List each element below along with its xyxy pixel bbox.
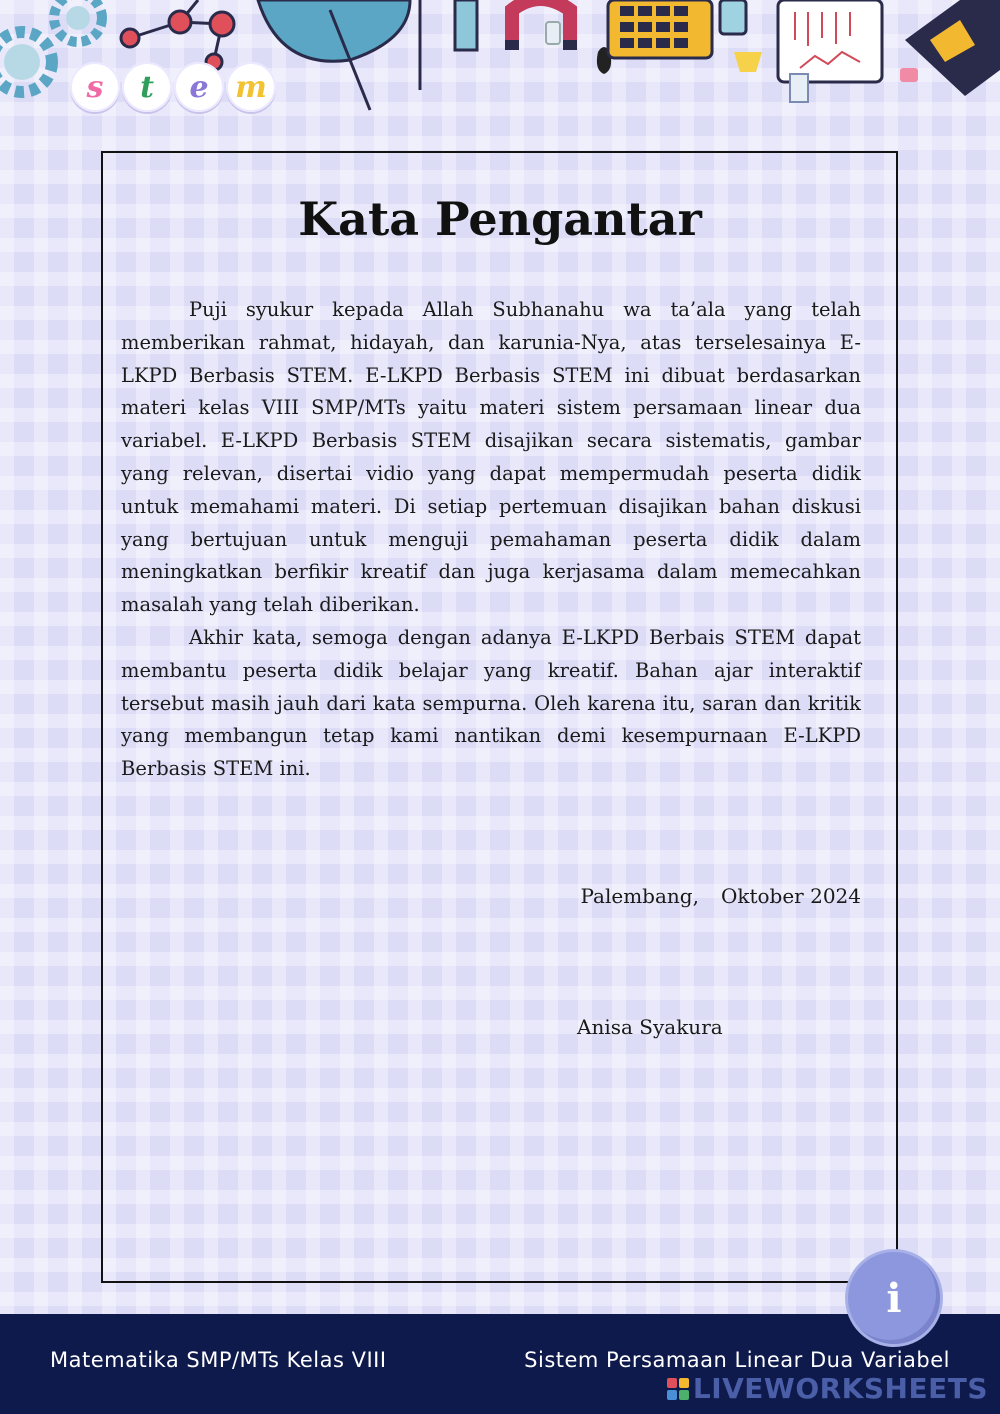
calculator-icon — [608, 0, 712, 58]
test-tube-icon — [720, 0, 762, 72]
molecule-icon — [121, 0, 234, 70]
info-icon: i — [886, 1274, 902, 1322]
stem-badges — [70, 62, 276, 112]
magnet-icon — [512, 0, 570, 50]
stem-badge-t: t — [122, 62, 172, 112]
preface-body — [121, 294, 861, 786]
place-date — [580, 884, 861, 908]
watermark-text: LIVEWORKSHEETS — [692, 1372, 988, 1405]
info-button[interactable] — [848, 1252, 940, 1344]
footer-topic: Sistem Persamaan Linear Dua Variabel — [524, 1348, 950, 1372]
paragraph-1: Puji syukur kepada Allah Subhanahu wa ta’ala yang telah memberikan rahmat, hidayah, dan karunia-Nya, atas terselesainya E-LKPD Berbasis STEM. E-LKPD Berbasis STEM ini dibuat berdasarkan materi kelas VIII SMP/MTs yaitu materi sistem persamaan linear dua variabel. E-LKPD Berbasis STEM disajikan secara sistematis, gambar yang relevan, disertai vidio yang dapat mempermudah peserta didik untuk memahami materi. Di setiap pertemuan disajikan bahan diskusi yang bertujuan untuk menguji pemahaman peserta didik dalam meningkatkan berfikir kreatif dan juga kerjasama dalam memecahkan masalah yang telah diberikan. — [121, 298, 861, 617]
lab-stand-icon — [420, 0, 477, 90]
stem-badge-s: s — [70, 62, 120, 112]
paragraph-2: Akhir kata, semoga dengan adanya E-LKPD Berbais STEM dapat membantu peserta didik belajar yang kreatif. Bahan ajar interaktif tersebut masih jauh dari kata sempurna. Oleh karena itu, saran dan kritik yang membangun tetap kami nantikan demi kesempurnaan E-LKPD Berbasis STEM ini. — [121, 625, 861, 781]
graph-board-icon — [778, 0, 882, 82]
footer — [0, 1314, 1000, 1414]
stem-badge-m: m — [226, 62, 276, 112]
book-icon — [905, 0, 1000, 96]
author-name: Anisa Syakura — [577, 1015, 723, 1039]
satellite-dish-icon — [258, 0, 410, 110]
bottle-icon — [546, 22, 611, 74]
date: Oktober 2024 — [720, 884, 861, 908]
cup-icon — [900, 68, 918, 82]
milk-carton-icon — [790, 74, 808, 102]
page-title: Kata Pengantar — [298, 192, 702, 246]
liveworksheets-watermark — [667, 1372, 988, 1405]
footer-subject: Matematika SMP/MTs Kelas VIII — [50, 1348, 387, 1372]
liveworksheets-logo-icon — [667, 1378, 689, 1400]
stem-badge-e: e — [174, 62, 224, 112]
place: Palembang, — [580, 884, 699, 908]
